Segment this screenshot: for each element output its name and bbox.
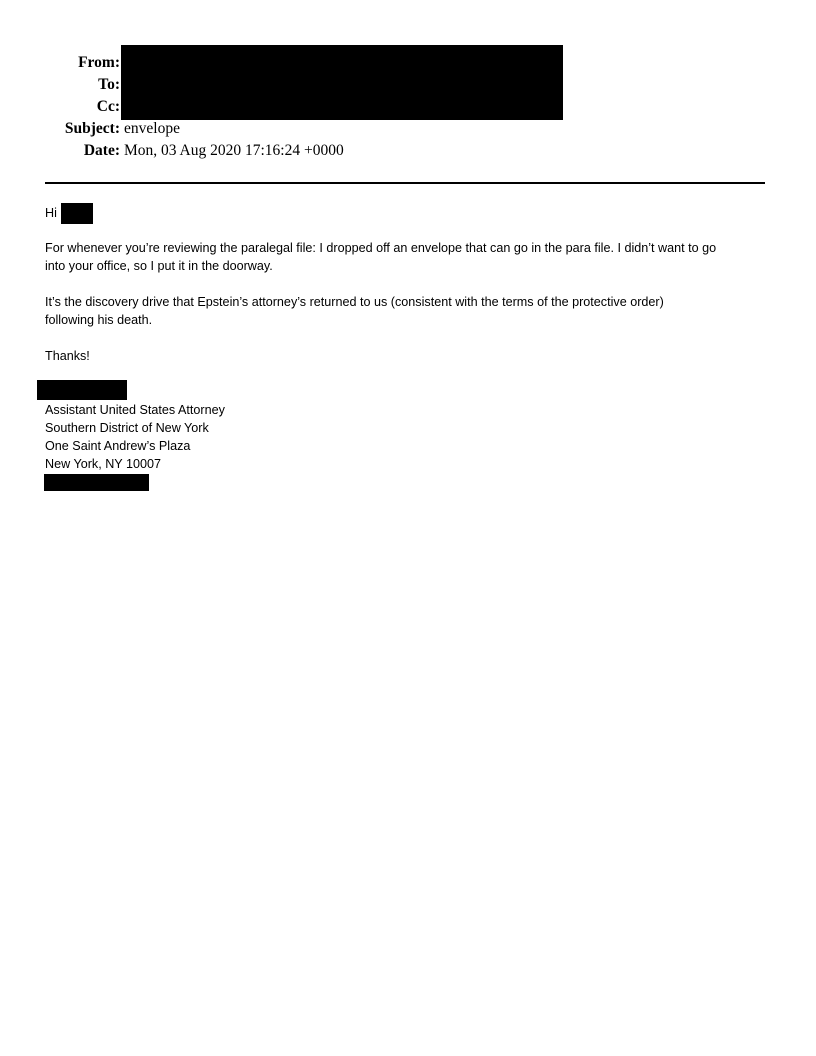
from-label: From: xyxy=(78,54,120,71)
signature-address-line-2: New York, NY 10007 xyxy=(45,457,161,471)
signature-name-redaction xyxy=(37,380,127,400)
signature-title: Assistant United States Attorney xyxy=(45,403,225,417)
cc-label: Cc: xyxy=(96,98,120,115)
greeting: Hi xyxy=(45,206,57,220)
header-recipients-redaction xyxy=(121,45,563,120)
signature-address-line-1: One Saint Andrew’s Plaza xyxy=(45,439,191,453)
paragraph-2-line-1: It’s the discovery drive that Epstein’s attorney’s returned to us (consistent with the terms of the protective order) xyxy=(45,295,664,309)
signature-office: Southern District of New York xyxy=(45,421,209,435)
closing-thanks: Thanks! xyxy=(45,349,90,363)
date-label: Date: xyxy=(83,142,120,159)
signature-phone-redaction xyxy=(44,474,149,491)
paragraph-2-line-2: following his death. xyxy=(45,313,153,327)
date-value: Mon, 03 Aug 2020 17:16:24 +0000 xyxy=(124,142,344,159)
paragraph-1-line-1: For whenever you’re reviewing the paralegal file: I dropped off an envelope that can go in the para file. I didn’t want to go xyxy=(45,241,717,255)
subject-label: Subject: xyxy=(64,120,120,137)
header-divider xyxy=(45,182,765,184)
paragraph-1-line-2: into your office, so I put it in the doorway. xyxy=(45,259,273,273)
subject-value: envelope xyxy=(124,120,180,137)
to-label: To: xyxy=(98,76,120,93)
greeting-name-redaction xyxy=(61,203,93,224)
